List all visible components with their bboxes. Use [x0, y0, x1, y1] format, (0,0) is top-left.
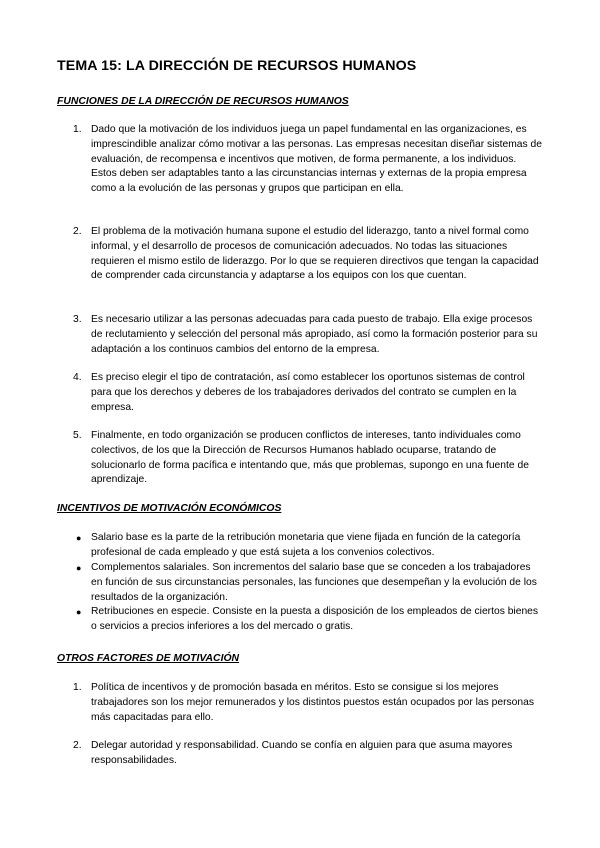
list-marker: 5. [73, 430, 82, 441]
list-marker: 3. [73, 314, 82, 325]
list-marker: 2. [73, 740, 82, 751]
list-item-text: Retribuciones en especie. Consiste en la puesta a disposición de los empleados de ciertos bienes o servicios a precios inferiores a los del mercado o gratis. [91, 606, 539, 632]
list-item-text: Es necesario utilizar a las personas adecuadas para cada puesto de trabajo. Ella exige procesos de reclutamiento y selección del personal más apropiado, así como la formación posterior para su adaptación a los continuos cambios del entorno de la empresa. [91, 314, 538, 355]
list-item [73, 739, 543, 769]
page-title: TEMA 15: LA DIRECCIÓN DE RECURSOS HUMANOS [57, 58, 417, 74]
list-item [73, 681, 543, 725]
section-heading-incentivos: INCENTIVOS DE MOTIVACIÓN ECONÓMICOS [57, 503, 282, 514]
list-marker: 4. [73, 372, 82, 383]
list-item [73, 531, 543, 561]
section-heading-otros-factores: OTROS FACTORES DE MOTIVACIÓN [57, 653, 240, 664]
list-item-text: Dado que la motivación de los individuos juega un papel fundamental en las organizaciones, es imprescindible analizar cómo motivar a las personas. Las empresas necesitan diseñar sistemas de evaluación, de recompensa e incentivos que motiven, de forma permanente, a los individuos. Estos deben ser adaptables tanto a las circunstancias internas y externas de la propia empresa como a la evolución de las personas y grupos que participan en ella. [91, 124, 542, 195]
list-item [73, 429, 543, 488]
list-item-text: Complementos salariales. Son incrementos del salario base que se conceden a los trabajadores en función de sus circunstancias personales, las funciones que desempeñan y la evolución de los resultados de la organización. [91, 562, 537, 603]
bullet-icon: ● [76, 533, 82, 543]
list-item [73, 123, 543, 197]
bullet-icon: ● [76, 563, 82, 573]
list-item [73, 561, 543, 605]
list-item-text: Es preciso elegir el tipo de contratación, así como establecer los oportunos sistemas de control para que los derechos y deberes de los trabajadores derivados del contrato se cumplen en la empresa. [91, 372, 525, 413]
list-marker: 1. [73, 124, 82, 135]
list-item-text: El problema de la motivación humana supone el estudio del liderazgo, tanto a nivel formal como informal, y el desarrollo de procesos de comunicación adecuados. No todas las situaciones requieren el mismo estilo de liderazgo. Por lo que se requieren directivos que tengan la capacidad de comprender cada circunstancia y adaptarse a los equipos con los que cuentan. [91, 226, 539, 282]
bullet-icon: ● [76, 607, 82, 617]
list-item [73, 371, 543, 415]
list-item-text: Salario base es la parte de la retribución monetaria que viene fijada en función de la categoría profesional de cada empleado y que está sujeta a los convenios colectivos. [91, 532, 521, 558]
list-item-text: Delegar autoridad y responsabilidad. Cuando se confía en alguien para que asuma mayores responsabilidades. [91, 740, 513, 766]
list-item-text: Política de incentivos y de promoción basada en méritos. Esto se consigue si los mejores trabajadores son los mejor remunerados y los distintos puestos están ocupados por las personas más capacitadas para ello. [91, 682, 535, 723]
list-item [73, 313, 543, 357]
list-item-text: Finalmente, en todo organización se producen conflictos de intereses, tanto individuales como colectivos, de los que la Dirección de Recursos Humanos hablado ocuparse, tratando de solucionarlo de forma pacífica e intentando que, más que problemas, supongo en una fuente de aprendizaje. [91, 430, 529, 486]
list-item [73, 225, 543, 284]
list-item [73, 605, 543, 635]
section-heading-funciones: FUNCIONES DE LA DIRECCIÓN DE RECURSOS HUMANOS [57, 96, 349, 107]
list-marker: 1. [73, 682, 82, 693]
list-marker: 2. [73, 226, 82, 237]
